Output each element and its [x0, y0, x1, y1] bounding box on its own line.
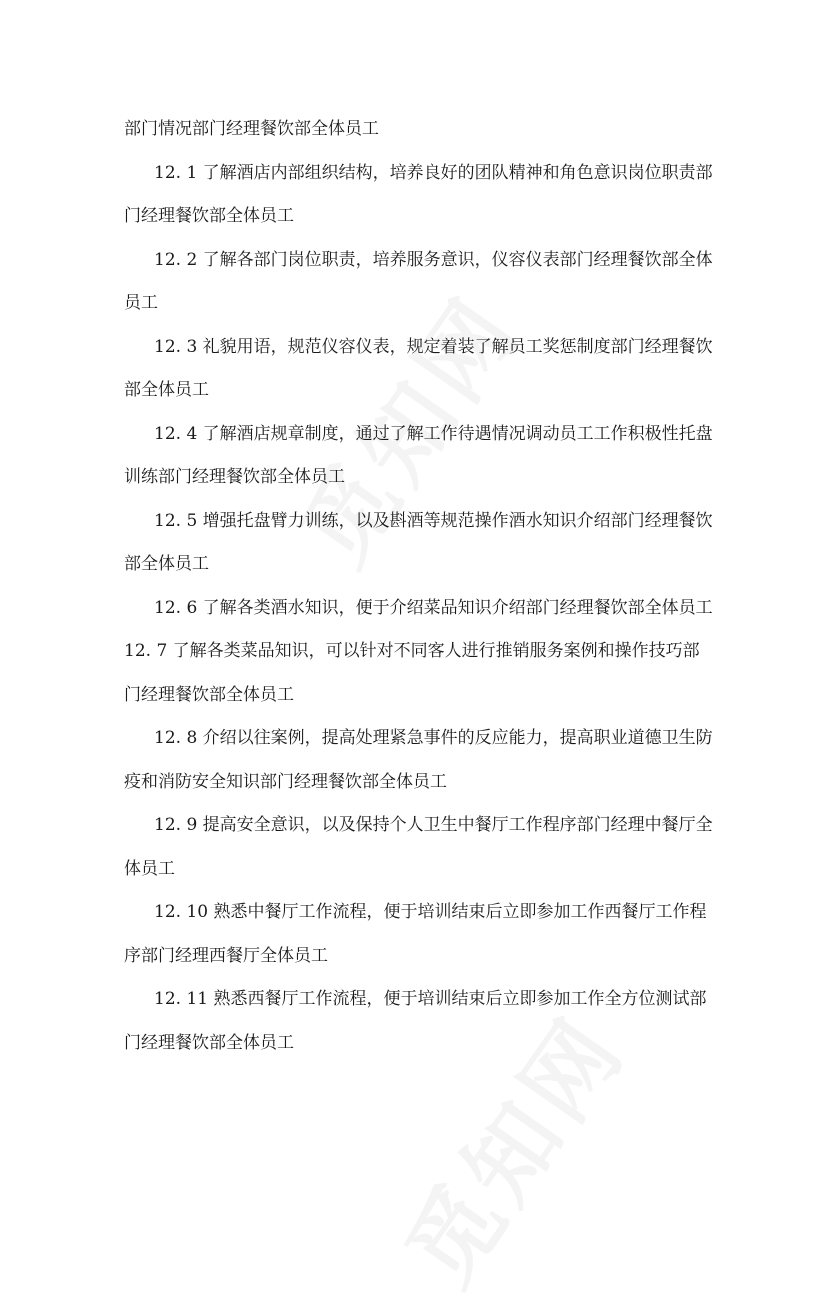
- paragraph: 12. 2 了解各部门岗位职责，培养服务意识，仪容仪表部门经理餐饮部全体员工: [124, 249, 713, 313]
- paragraph: 12. 6 了解各类酒水知识，便于介绍菜品知识介绍部门经理餐饮部全体员工: [154, 597, 713, 618]
- paragraph: 12. 3 礼貌用语，规范仪容仪表，规定着装了解员工奖惩制度部门经理餐饮部全体员工: [124, 336, 713, 400]
- document-body: [124, 108, 714, 1065]
- paragraph: 12. 11 熟悉西餐厅工作流程，便于培训结束后立即参加工作全方位测试部门经理餐饮部全体员工: [124, 989, 707, 1053]
- paragraph: 12. 7 了解各类菜品知识，可以针对不同客人进行推销服务案例和操作技巧部门经理餐饮部全体员工: [124, 641, 700, 705]
- paragraph: 12. 1 了解酒店内部组织结构，培养良好的团队精神和角色意识岗位职责部门经理餐饮部全体员工: [124, 162, 713, 226]
- paragraph: 12. 9 提高安全意识，以及保持个人卫生中餐厅工作程序部门经理中餐厅全体员工: [124, 815, 713, 879]
- paragraph: 12. 5 增强托盘臂力训练，以及斟酒等规范操作酒水知识介绍部门经理餐饮部全体员工: [124, 510, 713, 574]
- paragraph: 12. 10 熟悉中餐厅工作流程，便于培训结束后立即参加工作西餐厅工作程序部门经理西餐厅全体员工: [124, 902, 707, 966]
- paragraph: 12. 4 了解酒店规章制度，通过了解工作待遇情况调动员工工作积极性托盘训练部门经理餐饮部全体员工: [124, 423, 713, 487]
- paragraph: 12. 8 介绍以往案例，提高处理紧急事件的反应能力，提高职业道德卫生防疫和消防安全知识部门经理餐饮部全体员工: [124, 728, 713, 792]
- paragraph: 部门情况部门经理餐饮部全体员工: [124, 119, 379, 139]
